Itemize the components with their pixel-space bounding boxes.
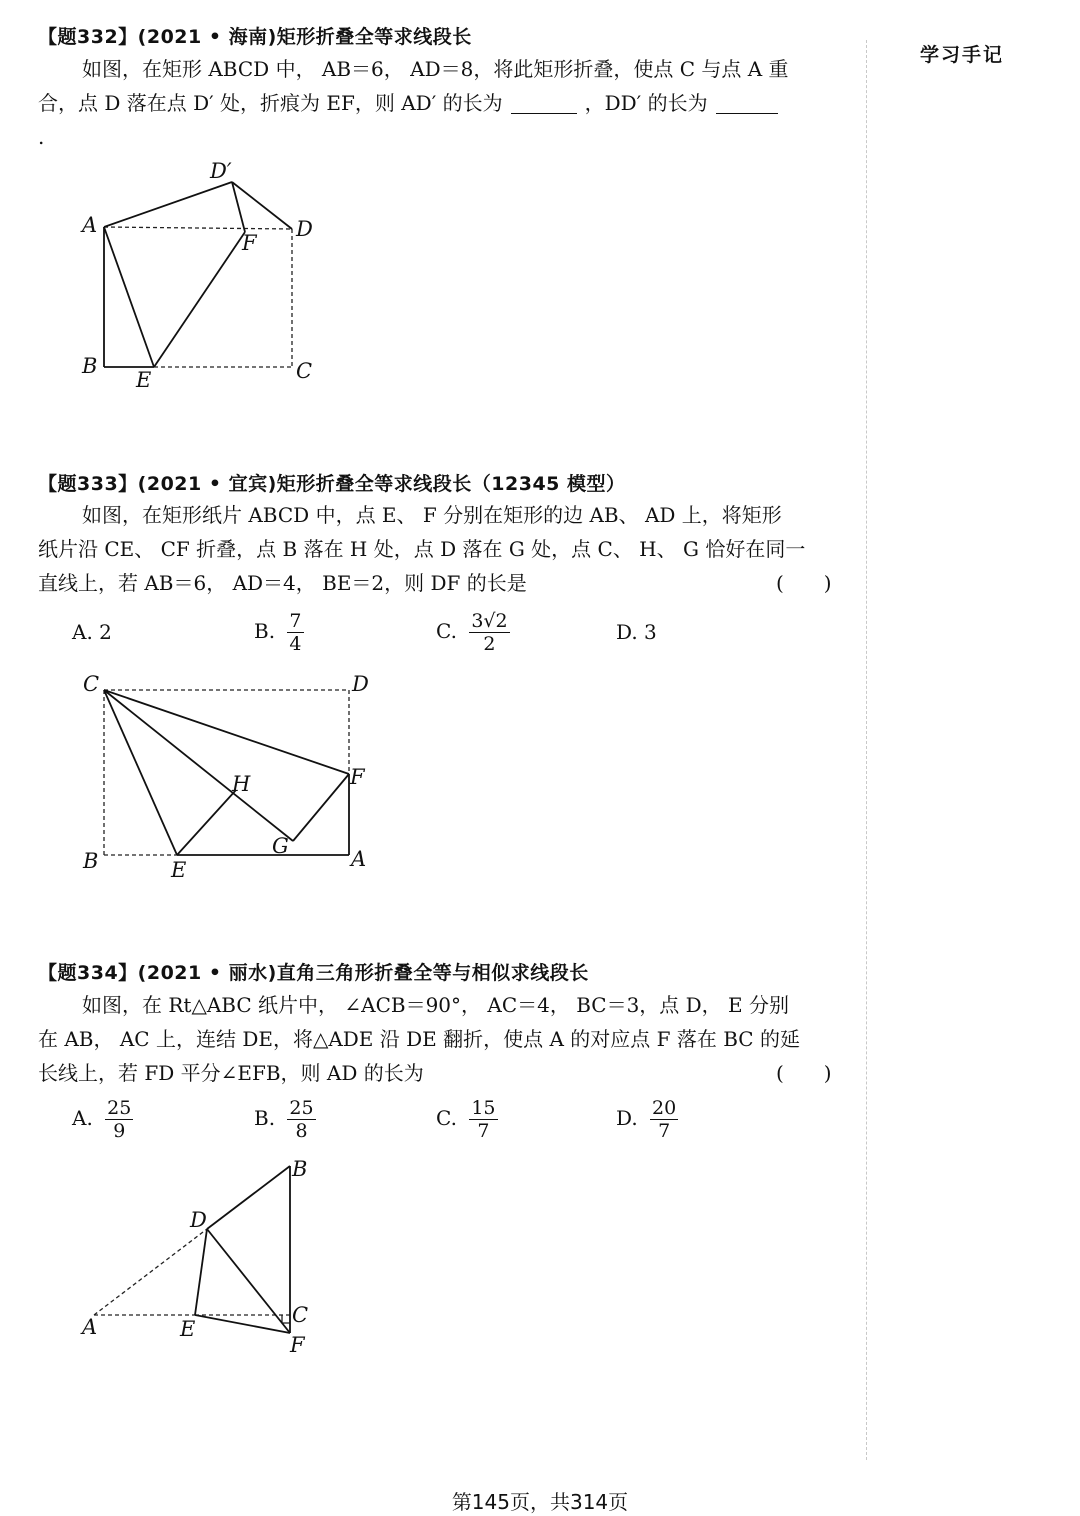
problem-332-title: 【题332】(2021 • 海南)矩形折叠全等求线段长 xyxy=(38,26,472,48)
fig332-d-prime-f xyxy=(232,182,245,232)
fig333-eh xyxy=(177,790,236,855)
fig333-ce xyxy=(104,690,177,855)
choice-a-fraction xyxy=(105,1097,133,1142)
frac-den: 8 xyxy=(295,1120,308,1142)
problem-334-choice-d[interactable] xyxy=(616,1097,678,1142)
choice-b-fraction xyxy=(287,610,303,655)
answer-blank-dd-prime[interactable] xyxy=(716,93,778,114)
fig334-label-f: F xyxy=(290,1333,305,1357)
fig334-label-a: A xyxy=(82,1315,98,1339)
fig332-label-d: D xyxy=(296,217,313,241)
fig333-label-c: C xyxy=(83,672,100,696)
problem-332-line-1: 如图，在矩形 ABCD 中， AB＝6， AD＝8，将此矩形折叠，使点 C 与点 A 重 xyxy=(82,57,789,81)
problem-332-line-2-text: 合，点 D 落在点 D′ 处，折痕为 EF，则 AD′ 的长为 xyxy=(38,91,503,115)
problem-333-line-1: 如图，在矩形纸片 ABCD 中，点 E、 F 分别在矩形的边 AB、 AD 上，将矩形 xyxy=(82,503,782,527)
choice-c-letter: C. xyxy=(436,619,457,643)
fig333-gf xyxy=(293,774,349,841)
problem-332-line-3: . xyxy=(38,125,45,149)
fig334-ad-dashed xyxy=(94,1229,207,1315)
problem-333-choice-b[interactable] xyxy=(254,610,304,655)
frac-num: 3√2 xyxy=(471,610,508,632)
problem-333-title: 【题333】(2021 • 宜宾)矩形折叠全等求线段长（12345 模型） xyxy=(38,473,626,495)
fig332-ef xyxy=(154,232,245,367)
problem-334-title: 【题334】(2021 • 丽水)直角三角形折叠全等与相似求线段长 xyxy=(38,962,589,984)
fig333-label-a: A xyxy=(351,847,367,871)
fig332-label-f: F xyxy=(242,231,257,255)
choice-d-letter: D. xyxy=(616,1106,638,1130)
frac-den: 7 xyxy=(658,1120,671,1142)
frac-den: 9 xyxy=(113,1120,126,1142)
fig332-ad-dashed xyxy=(104,227,292,229)
fig333-label-f: F xyxy=(350,765,365,789)
problem-333-choice-d[interactable]: D. 3 xyxy=(616,620,657,644)
frac-num: 7 xyxy=(289,610,302,632)
problem-334-line-1: 如图，在 Rt△ABC 纸片中， ∠ACB＝90°， AC＝4， BC＝3，点 D， E 分别 xyxy=(82,993,790,1017)
page-number: 第145页，共314页 xyxy=(451,1490,629,1514)
frac-den: 4 xyxy=(289,633,302,655)
problem-333-line-3: 直线上，若 AB＝6， AD＝4， BE＝2，则 DF 的长是 xyxy=(38,571,527,595)
frac-den: 7 xyxy=(477,1120,490,1142)
sidebar-divider xyxy=(866,40,867,1460)
problem-333-line-2: 纸片沿 CE、 CF 折叠，点 B 落在 H 处，点 D 落在 G 处，点 C、 H、 G 恰好在同一 xyxy=(38,537,806,561)
choice-c-letter: C. xyxy=(436,1106,457,1130)
frac-num: 25 xyxy=(289,1097,314,1119)
fig332-label-d-prime: D′ xyxy=(210,159,232,183)
choice-b-letter: B. xyxy=(254,1106,276,1130)
fig334-df xyxy=(207,1229,290,1333)
fig332-ae xyxy=(104,227,154,367)
fig334-label-c: C xyxy=(292,1303,309,1327)
frac-num: 15 xyxy=(471,1097,496,1119)
fig334-ef xyxy=(195,1315,290,1333)
problem-333-choice-a[interactable]: A. 2 xyxy=(72,620,112,644)
frac-den: 2 xyxy=(483,633,496,655)
choice-d-fraction xyxy=(650,1097,678,1142)
problem-334-line-2: 在 AB， AC 上，连结 DE，将△ADE 沿 DE 翻折，使点 A 的对应点 F 落在 BC 的延 xyxy=(38,1027,800,1051)
fig333-label-e: E xyxy=(171,858,187,882)
fig332-label-b: B xyxy=(82,354,98,378)
problem-334-choice-b[interactable] xyxy=(254,1097,316,1142)
fig334-label-e: E xyxy=(180,1317,196,1341)
fig333-cf xyxy=(104,690,349,774)
problem-333-choice-c[interactable] xyxy=(436,610,510,655)
problem-334-answer-paren[interactable]: ( ) xyxy=(776,1061,832,1085)
choice-c-fraction xyxy=(469,610,509,655)
frac-num: 25 xyxy=(107,1097,132,1119)
sidebar-title: 学习手记 xyxy=(920,44,1005,66)
fig333-label-g: G xyxy=(272,834,289,858)
frac-num: 20 xyxy=(652,1097,677,1119)
fig334-label-d: D xyxy=(190,1208,207,1232)
fig332-label-a: A xyxy=(82,213,98,237)
choice-c-fraction xyxy=(469,1097,497,1142)
fig332-d-prime-d xyxy=(232,182,292,229)
problem-332-figure xyxy=(70,150,350,400)
fig334-de xyxy=(195,1229,207,1315)
fig332-label-e: E xyxy=(136,368,152,392)
answer-blank-ad-prime[interactable] xyxy=(511,93,577,114)
fig333-label-b: B xyxy=(83,849,99,873)
fig333-label-h: H xyxy=(232,772,251,796)
fig334-db xyxy=(207,1166,290,1229)
fig332-label-c: C xyxy=(296,359,313,383)
problem-333-figure xyxy=(70,665,390,895)
choice-a-letter: A. xyxy=(72,1106,93,1130)
choice-b-letter: B. xyxy=(254,619,276,643)
fig333-cg xyxy=(104,690,293,841)
problem-334-choice-a[interactable] xyxy=(72,1097,133,1142)
fig332-ad-prime xyxy=(104,182,232,227)
fig333-label-d: D xyxy=(352,672,369,696)
problem-334-figure xyxy=(70,1150,350,1370)
fig334-label-b: B xyxy=(292,1157,308,1181)
problem-334-choice-c[interactable] xyxy=(436,1097,498,1142)
problem-332-line-2-tail: ，DD′ 的长为 xyxy=(584,91,708,115)
problem-333-answer-paren[interactable]: ( ) xyxy=(776,571,832,595)
choice-b-fraction xyxy=(287,1097,315,1142)
problem-334-line-3: 长线上，若 FD 平分∠EFB，则 AD 的长为 xyxy=(38,1061,424,1085)
problem-332-line-2 xyxy=(38,86,786,120)
